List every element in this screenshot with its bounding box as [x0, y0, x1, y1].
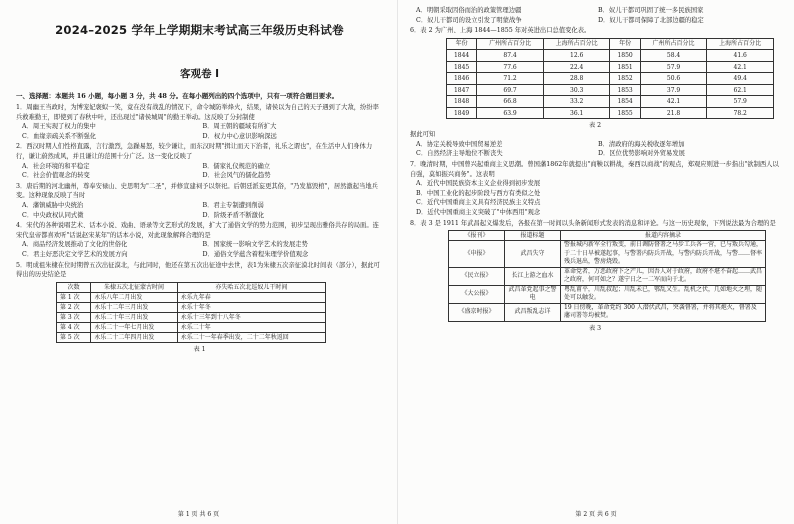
table-row [57, 292, 326, 302]
table-cell: 第 5 次 [57, 332, 91, 342]
table-row [449, 303, 766, 321]
option: D．区位优势影响对外贸易发展 [598, 150, 685, 158]
question-6-options [410, 140, 780, 159]
exam-title: 2024–2025 学年上学期期末考试高三年级历史科试卷 [55, 23, 344, 37]
table-cell: 第 3 次 [57, 312, 91, 322]
table-cell: 《申报》 [449, 241, 505, 268]
table-cell: 永乐二十一年七月出发 [91, 322, 177, 332]
table-cell: 1851 [610, 61, 640, 73]
table-cell: 33.2 [543, 96, 610, 108]
question-4-options [16, 240, 383, 259]
option: B．奴儿干都司巩固了统一多民族国家 [598, 7, 704, 14]
option: A．社会环境的和平稳定 [22, 162, 90, 170]
table-cell: 57.9 [707, 96, 774, 108]
question-5-options [410, 6, 780, 25]
table-cell: 《民立报》 [449, 267, 505, 285]
option: B．中国工业化的起步阶段与西方有类似之处 [416, 189, 541, 197]
table-cell: 1855 [610, 107, 640, 119]
option: A．近代中国民族资本主义企业得到初步发展 [416, 180, 541, 188]
option: B．周王朝的疆域有所扩大 [202, 123, 277, 131]
question-6-lead: 据此可知 [410, 131, 436, 139]
question-3: 3．唐后期的河北幽州，尊奉安禄山、史思明为"二圣"，并修宣建祠予以祭祀。后朝廷派妄更其俗，"乃发墓毁棺"，居然激起当地兵变。这种现象反映了当时 [16, 182, 378, 200]
option: A．藩镇威胁中央统治 [22, 201, 84, 209]
option: B．儒家礼仪规范的确立 [202, 162, 271, 170]
table-cell: 1852 [610, 73, 640, 85]
option: C．血缘亲疏关系不断强化 [22, 132, 97, 140]
question-2-options [16, 162, 383, 181]
table-cell: 永乐十年冬 [177, 302, 325, 312]
table-cell: 1853 [610, 84, 640, 96]
table-cell: 42.1 [640, 96, 707, 108]
table-cell: 28.8 [543, 73, 610, 85]
table-cell: 永乐二十年 [177, 322, 325, 332]
table-cell: 58.4 [640, 50, 707, 62]
table-header: 上海所占百分比 [707, 38, 774, 50]
option: C．中央政权认同式微 [22, 211, 84, 219]
option: A．协定关税导致中国贸易逆差 [416, 140, 503, 148]
table-cell: 78.2 [707, 107, 774, 119]
option: C．社会价值观念的转变 [22, 172, 90, 180]
option: A．商品经济发展推动了文化的世俗化 [22, 241, 128, 249]
table-2 [446, 38, 774, 120]
page-number: 第 1 页 共 6 页 [177, 511, 220, 518]
table-row [447, 61, 774, 73]
question-2: 2．西汉时期人们性格直露，言行激烈，急躁易怒，较少谦让，而东汉时期"揖让而天下治者，礼乐之谓也"，在生活中人们身体力行，谦让蔚然成风，并且谦让的范围十分广泛。这一变化反映了 [16, 143, 373, 160]
question-1-options [16, 122, 383, 141]
table-header: 《报刊》 [449, 231, 505, 241]
table-header: 朱棣五次北征蒙古时间 [91, 282, 177, 292]
table-row [447, 107, 774, 119]
table-cell: 21.8 [640, 107, 707, 119]
table-cell: 粤乱甫平，川乱叔起；川乱未已，鄂乱又生。乱机之伏，几如地火之埋，随处可以触发。 [561, 285, 766, 303]
table-header-row [57, 282, 326, 292]
table-cell: 永乐二十二年四月出发 [91, 332, 177, 342]
table-cell: 武昌失守 [505, 241, 561, 268]
table-cell: 第 1 次 [57, 292, 91, 302]
table-cell: 66.8 [477, 96, 544, 108]
option: D．奴儿干都司保障了北部边疆的稳定 [598, 16, 704, 24]
table-header: 亦失哈五次北巡奴儿干时间 [177, 282, 325, 292]
table-cell: 71.2 [477, 73, 544, 85]
table-row [447, 73, 774, 85]
table-cell: 警报城内新军全行叛变，前日调防督署之马步工兵各一营，已与叛兵勾通，于二十日早被遂起事，与警署内防兵开战，与警内防兵开战，与警……督率残兵退出，警房烧毁。 [561, 241, 766, 268]
question-1: 1．周幽王当政时，为博宠妃褒姒一笑，竟在没有战乱的情况下，命令城防举烽火，结果，诸侯以为自己的天子遇到了大敌，纷纷率兵救难勤王，即使到了春秋中叶，还出现过"诸侯城周"的勤王举动。这反映了分封制使 [16, 104, 379, 121]
question-7-options [410, 179, 780, 217]
table-cell: 永乐八年二月出发 [91, 292, 177, 302]
table-cell: 1845 [447, 61, 477, 73]
table-3 [448, 230, 766, 322]
table-cell: 87.4 [477, 50, 544, 62]
table-header: 上海所占百分比 [543, 38, 610, 50]
table-1-caption: 表 1 [193, 345, 206, 353]
table-cell: 1844 [447, 50, 477, 62]
table-cell: 永乐十二年三月出发 [91, 302, 177, 312]
table-cell: 22.4 [543, 61, 610, 73]
option: C．奴儿干都司的设立引发了明蒙战争 [416, 16, 522, 24]
option: D．权力中心意识影响深远 [202, 132, 277, 140]
table-cell: 永乐十三年到十八年冬 [177, 312, 325, 322]
option: D．社会风气的儒化趋势 [202, 172, 271, 180]
option: A．明朝采取因俗而治的政策管理边疆 [416, 7, 522, 14]
table-cell: 永乐九年春 [177, 292, 325, 302]
table-cell: 57.9 [640, 61, 707, 73]
table-header: 次数 [57, 282, 91, 292]
table-header: 年份 [610, 38, 640, 50]
question-6: 6．表 2 为广州、上海 1844—1855 年对英进出口总值变化表。 [410, 27, 591, 35]
table-header-row [447, 38, 774, 50]
table-cell: 50.6 [640, 73, 707, 85]
option: B．国家统一影响文学艺术的发展走势 [202, 241, 308, 249]
table-cell: 长江上游之血水 [505, 267, 561, 285]
table-cell: 63.9 [477, 107, 544, 119]
table-cell: 37.9 [640, 84, 707, 96]
table-cell: 武昌革党起事之警电 [505, 285, 561, 303]
table-cell: 12.6 [543, 50, 610, 62]
option: B．清政府的海关税收逐年增加 [598, 140, 685, 148]
exam-page-2 [397, 0, 794, 524]
option: C．自然经济主导地位不断丧失 [416, 150, 503, 158]
table-row [449, 267, 766, 285]
table-cell: 1854 [610, 96, 640, 108]
table-cell: 永乐二十年三月出发 [91, 312, 177, 322]
option: A．周王实现了权力的集中 [22, 123, 96, 131]
table-cell: 19 日傍晚，革命党约 300 人潜伏武昌，突袭督署，并将其炮火，督署及藩司署等均被焚。 [561, 303, 766, 321]
question-5: 5．明成祖朱棣在位时期曾五次出征漠北，与此同时，他还在第五次出征途中去世，表1为朱棣五次亲征漠北时间表（部分），据此可得出的历史结论是 [16, 261, 380, 279]
table-cell: 36.1 [543, 107, 610, 119]
table-cell: 第 4 次 [57, 322, 91, 332]
table-cell: 革命党者，万恶政府下之产儿，因吾人对于政府，政府不堪不奋起……武昌之政府，何可如之？遂宁日之一二军而向于北。 [561, 267, 766, 285]
question-3-options [16, 201, 383, 220]
table-header: 报道标题 [505, 231, 561, 241]
table-row [447, 96, 774, 108]
question-4: 4．宋代的各种说唱艺术、话本小说、戏曲、语录等文艺形式的发展，扩大了通俗文学的势力范围，初步呈现出雅俗共存的局面。连宋代皇帝都喜欢听"话说赵宋某年"的话本小说，对此现象解释合理的是 [16, 222, 379, 239]
table-cell: 62.1 [707, 84, 774, 96]
table-cell: 武昌叛乱志详 [505, 303, 561, 321]
table-cell: 30.3 [543, 84, 610, 96]
table-cell: 1848 [447, 96, 477, 108]
table-cell: 77.6 [477, 61, 544, 73]
table-row [57, 332, 326, 342]
table-2-caption: 表 2 [588, 122, 602, 130]
table-cell: 1849 [447, 107, 477, 119]
table-row [449, 285, 766, 303]
table-header: 广州所占百分比 [640, 38, 707, 50]
table-cell: 42.1 [707, 61, 774, 73]
question-7: 7．晚清时期，中国曾兴起重商主义思潮。曾国藩1862年就提出"商鞅以耕战，秦西以商战"的观点，郑观应则进一步指出"欲制西人以自强，莫如振兴商务"。这表明 [410, 161, 779, 178]
table-header-row [449, 231, 766, 241]
question-8: 8．表 3 是 1911 年武昌起义爆发后，各报在第一时间以头条新闻形式发表的消息和评论。与这一历史现象，下列说法最为合理的是 [410, 219, 776, 227]
option: D．阶级矛盾不断激化 [202, 211, 265, 219]
option: D．近代中国重商主义突破了"中体西用"观念 [416, 209, 541, 217]
table-cell: 41.6 [707, 50, 774, 62]
table-cell: 永乐二十一年春季出发，二十二年秋返回 [177, 332, 325, 342]
table-cell: 《盛京时报》 [449, 303, 505, 321]
section-subtitle: 客观卷 I [179, 68, 220, 80]
table-header: 年份 [447, 38, 477, 50]
table-row [57, 322, 326, 332]
option: B．君主专制遭到削弱 [202, 201, 264, 209]
option: C．近代中国重商主义具有经济民族主义特点 [416, 199, 541, 207]
table-cell: 69.7 [477, 84, 544, 96]
table-cell: 第 2 次 [57, 302, 91, 312]
table-row [447, 84, 774, 96]
table-cell: 49.4 [707, 73, 774, 85]
table-cell: 《大公报》 [449, 285, 505, 303]
table-cell: 1846 [447, 73, 477, 85]
instructions: 一、选择题：本题共 16 小题，每小题 3 分，共 48 分。在每小题列出的四个选项中，只有一项符合题目要求。 [16, 92, 339, 100]
table-cell: 1847 [447, 84, 477, 96]
table-row [449, 241, 766, 268]
table-header: 广州所占百分比 [477, 38, 544, 50]
table-header: 报道内容摘录 [561, 231, 766, 241]
table-row [57, 302, 326, 312]
table-row [447, 50, 774, 62]
option: C．君主好恶决定文学艺术的发展方向 [22, 250, 128, 258]
table-row [57, 312, 326, 322]
page-number: 第 2 页 共 6 页 [575, 511, 617, 518]
option: D．通俗文学蕴含着程朱理学价值观念 [202, 250, 309, 258]
table-3-caption: 表 3 [588, 324, 602, 332]
table-1 [56, 282, 326, 343]
table-cell: 1850 [610, 50, 640, 62]
